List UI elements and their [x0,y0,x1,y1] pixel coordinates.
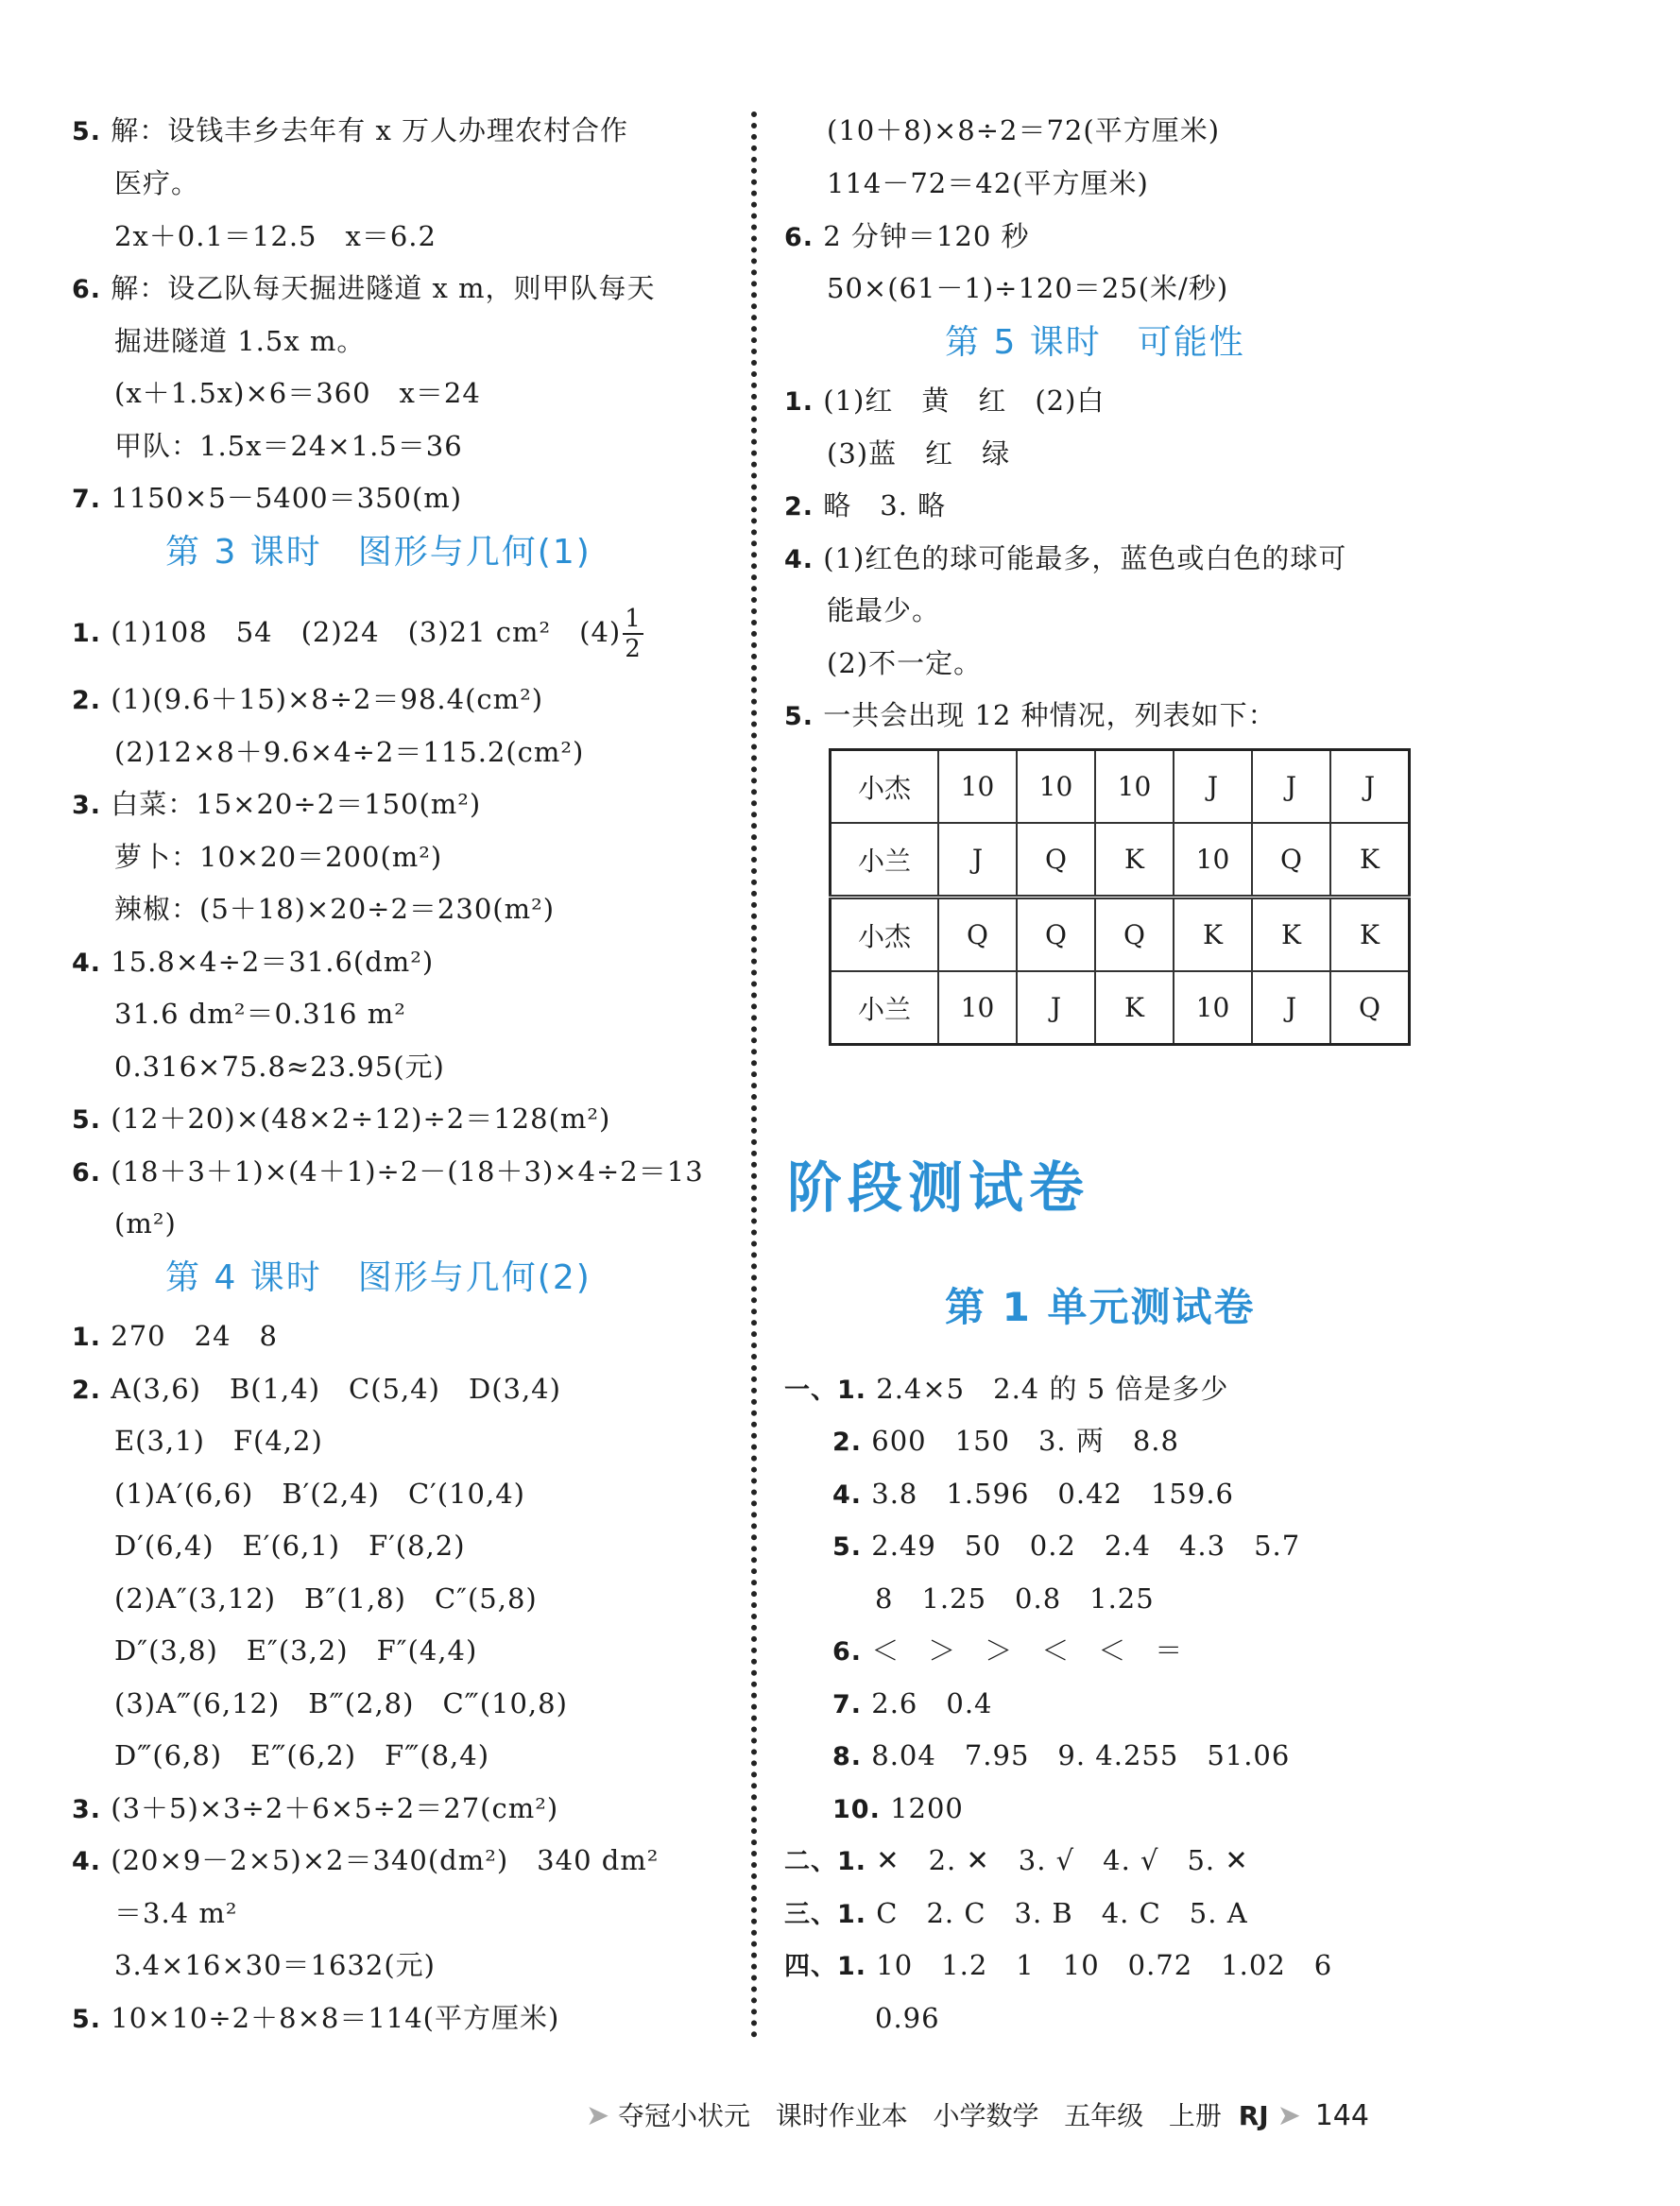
answer-line: 5. 解：设钱丰乡去年有 x 万人办理农村合作 [72,114,629,146]
answer-line: E(3,1) F(4,2) [114,1425,323,1457]
edition: RJ [1238,2100,1269,2131]
table-cell: 10 [1174,823,1252,898]
page-footer [586,2095,1369,2133]
table-cell: 小兰 [831,971,939,1045]
answer-line: 8 1.25 0.8 1.25 [875,1582,1155,1615]
answer-line: D‴(6,8) E‴(6,2) F‴(8,4) [114,1739,490,1771]
answer-line: 6. (18＋3＋1)×(4＋1)÷2－(18＋3)×4÷2＝13 [72,1155,704,1188]
table-cell: Q [938,898,1017,972]
answer-line: (1)A′(6,6) B′(2,4) C′(10,4) [114,1478,525,1510]
answer-line: (x＋1.5x)×6＝360 x＝24 [114,377,481,409]
answer-line: 5. 2.49 50 0.2 2.4 4.3 5.7 [832,1530,1301,1562]
answer-line: 4. (20×9－2×5)×2＝340(dm²) 340 dm² [72,1844,660,1876]
table-cell: J [1174,750,1252,824]
page-number: 144 [1314,2099,1369,2132]
answer-line: 2x＋0.1＝12.5 x＝6.2 [114,220,437,252]
table-row [831,750,1410,824]
answer-line: (2)A″(3,12) B″(1,8) C″(5,8) [114,1582,538,1615]
answer-line: 5. (12＋20)×(48×2÷12)÷2＝128(m²) [72,1103,611,1135]
table-cell: J [938,823,1017,898]
answer-line: (2)12×8＋9.6×4÷2＝115.2(cm²) [114,736,585,768]
column-divider [751,111,757,2039]
answer-line: 7. 1150×5－5400＝350(m) [72,482,463,514]
answer-line: 四、1. 10 1.2 1 10 0.72 1.02 6 [784,1949,1333,1981]
volume: 上册 [1168,2100,1222,2131]
answer-line: 3. (3＋5)×3÷2＋6×5÷2＝27(cm²) [72,1792,559,1824]
answer-line: 114－72＝42(平方厘米) [827,167,1149,199]
answer-line: (m²) [114,1207,177,1240]
table-cell: Q [1252,823,1330,898]
fraction: $\frac{1}{2}$ [625,605,642,663]
section-title-lesson-4: 第 4 课时 图形与几何(2) [165,1258,591,1297]
answer-line: 6. 2 分钟＝120 秒 [784,220,1030,252]
table-cell: 10 [938,971,1017,1045]
table-cell: J [1252,750,1330,824]
table-cell: K [1330,823,1410,898]
book-name: 课时作业本 [775,2100,908,2131]
answer-line: 能最少。 [827,594,941,626]
table-cell: Q [1017,898,1095,972]
answer-line: 二、1. ✕ 2. ✕ 3. √ 4. √ 5. ✕ [784,1844,1249,1876]
table-row [831,971,1410,1045]
arrow-icon: ➤ [1277,2099,1301,2132]
arrow-icon: ➤ [586,2099,610,2132]
answer-line: 4. (1)红色的球可能最多，蓝色或白色的球可 [784,542,1347,574]
answer-line: ＝3.4 m² [114,1897,238,1929]
answer-line: 5. 10×10÷2＋8×8＝114(平方厘米) [72,2002,560,2034]
answer-line: 一、1. 2.4×5 2.4 的 5 倍是多少 [784,1373,1229,1405]
answer-line: 4. 15.8×4÷2＝31.6(dm²) [72,946,435,978]
answer-line: 31.6 dm²＝0.316 m² [114,998,406,1030]
table-cell: J [1252,971,1330,1045]
table-cell: 10 [938,750,1017,824]
answer-line: (2)不一定。 [827,647,983,679]
answer-line: D″(3,8) E″(3,2) F″(4,4) [114,1634,478,1667]
answer-line: 6. ＜ ＞ ＞ ＜ ＜ ＝ [832,1634,1184,1667]
answer-line: 2. A(3,6) B(1,4) C(5,4) D(3,4) [72,1373,561,1405]
table-cell: K [1095,971,1174,1045]
table-cell: K [1330,898,1410,972]
grade: 五年级 [1064,2100,1144,2131]
answer-line: 8. 8.04 7.95 9. 4.255 51.06 [832,1739,1291,1771]
answer-line: 0.316×75.8≈23.95(元) [114,1051,445,1083]
answer-line: 1. (1)108 54 (2)24 (3)21 cm² (4) $\frac{1}{2}$ [72,605,642,663]
table-cell: J [1017,971,1095,1045]
table-cell: 10 [1017,750,1095,824]
table-cell: 10 [1174,971,1252,1045]
section-title-lesson-3: 第 3 课时 图形与几何(1) [165,533,591,572]
answer-line: 10. 1200 [832,1792,964,1824]
table-cell: K [1252,898,1330,972]
table-cell: 小杰 [831,750,939,824]
answer-line: 辣椒：(5＋18)×20÷2＝230(m²) [114,893,556,925]
outcomes-table [829,748,1411,1046]
answer-line: 0.96 [875,2002,940,2034]
table-cell: K [1174,898,1252,972]
answer-line: 1. 270 24 8 [72,1320,278,1352]
subject: 小学数学 [933,2100,1039,2131]
answer-line: 5. 一共会出现 12 种情况，列表如下： [784,699,1277,731]
unit-test-title: 第 1 单元测试卷 [945,1284,1256,1330]
answer-line: D′(6,4) E′(6,1) F′(8,2) [114,1530,466,1562]
answer-line: 掘进隧道 1.5x m。 [114,325,366,357]
table-cell: Q [1095,898,1174,972]
answer-line: (10＋8)×8÷2＝72(平方厘米) [827,114,1221,146]
section-title-lesson-5: 第 5 课时 可能性 [945,323,1245,362]
answer-line: 萝卜：10×20＝200(m²) [114,841,443,873]
answer-line: 医疗。 [114,167,200,199]
answer-line: (3)蓝 红 绿 [827,437,1011,470]
table-cell: 小兰 [831,823,939,898]
answer-line: 三、1. C 2. C 3. B 4. C 5. A [784,1897,1248,1929]
answer-line: 2. 600 150 3. 两 8.8 [832,1425,1179,1457]
table-cell: 10 [1095,750,1174,824]
answer-line: 6. 解：设乙队每天掘进隧道 x m，则甲队每天 [72,272,656,304]
answer-line: 2. (1)(9.6＋15)×8÷2＝98.4(cm²) [72,683,544,715]
table-cell: J [1330,750,1410,824]
answer-line: 7. 2.6 0.4 [832,1687,993,1719]
answer-line: 4. 3.8 1.596 0.42 159.6 [832,1478,1234,1510]
table-cell: K [1095,823,1174,898]
answer-line: (3)A‴(6,12) B‴(2,8) C‴(10,8) [114,1687,568,1719]
answer-line: 1. (1)红 黄 红 (2)白 [784,385,1106,417]
stage-test-title: 阶段测试卷 [787,1155,1090,1220]
table-cell: 小杰 [831,898,939,972]
answer-line: 甲队：1.5x＝24×1.5＝36 [114,430,463,462]
answer-line: 3. 白菜：15×20÷2＝150(m²) [72,788,482,820]
answer-line: 2. 略 3. 略 [784,489,947,522]
table-row [831,823,1410,898]
answer-line: 50×(61－1)÷120＝25(米/秒) [827,272,1229,304]
table-cell: Q [1330,971,1410,1045]
brand-name: 夺冠小状元 [618,2100,751,2131]
answer-line: 3.4×16×30＝1632(元) [114,1949,436,1981]
table-cell: Q [1017,823,1095,898]
table-row [831,898,1410,972]
